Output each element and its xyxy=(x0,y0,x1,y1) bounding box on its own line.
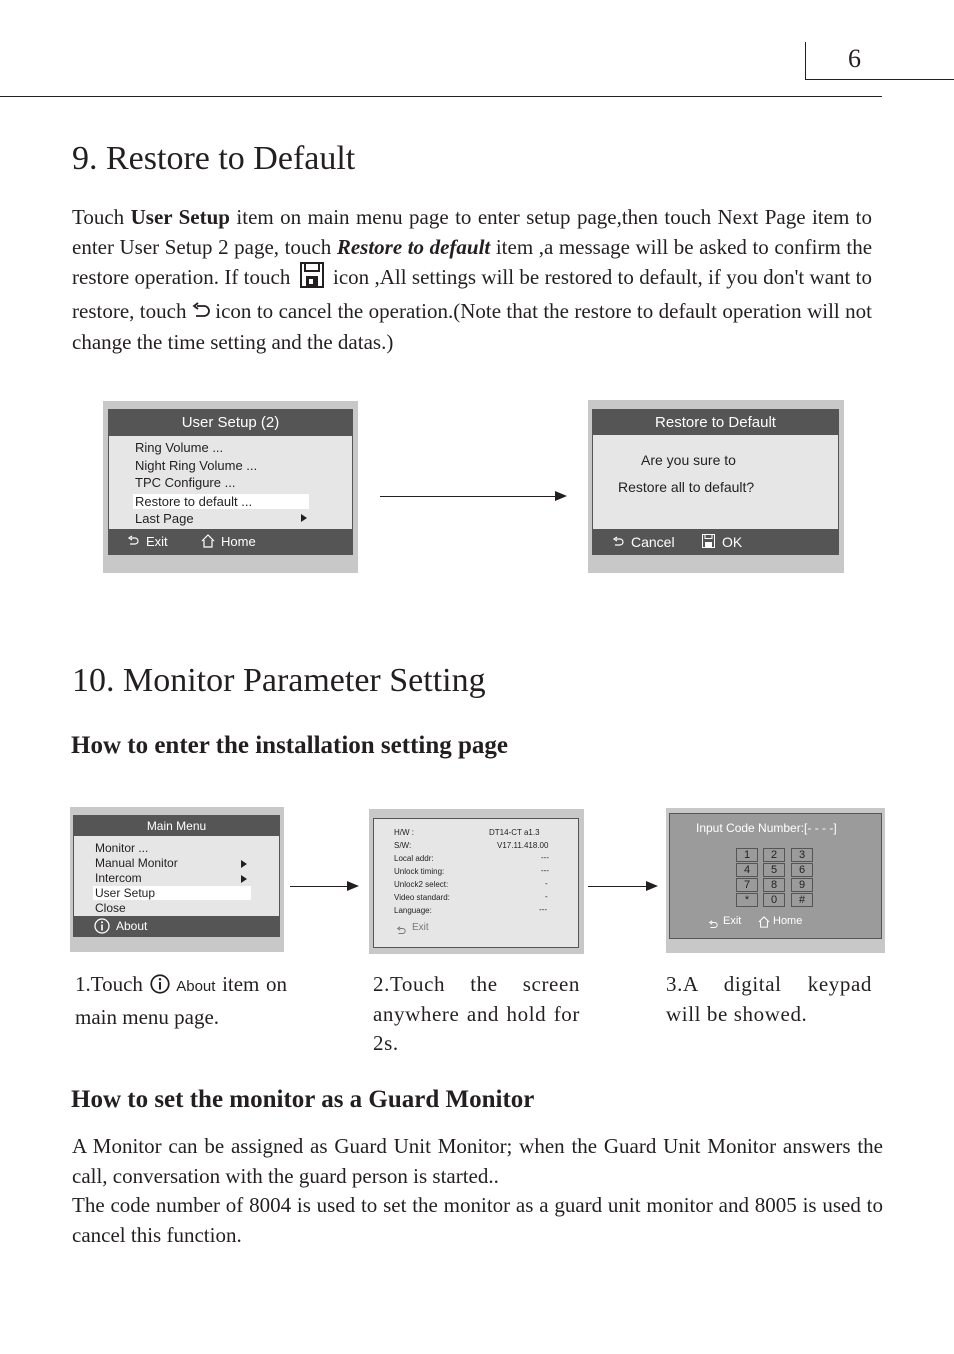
text: 1.Touch xyxy=(75,972,143,996)
info-label: Language: xyxy=(394,906,432,915)
menu-item-user-setup[interactable]: User Setup xyxy=(93,886,251,900)
exit-button[interactable]: Exit xyxy=(723,915,742,927)
keypad-screen xyxy=(666,808,885,953)
screen-title: Restore to Default xyxy=(593,410,838,435)
exit-button[interactable]: Exit xyxy=(146,534,168,549)
text: icon ,All settings will be restored to default, if you don't want to restore, touch xyxy=(72,265,873,323)
arrow-right-icon xyxy=(241,875,247,883)
info-value: --- xyxy=(541,866,549,875)
subsection-enter-installation: How to enter the installation setting page xyxy=(71,732,509,759)
key-8[interactable]: 8 xyxy=(763,878,785,892)
back-icon xyxy=(612,535,624,551)
info-value: - xyxy=(545,892,548,901)
step-3-caption: 3.A digital keypad will be showed. xyxy=(666,972,872,1026)
text: item on main menu page. xyxy=(75,972,288,1029)
arrow-line xyxy=(380,496,556,497)
key-4[interactable]: 4 xyxy=(736,863,758,877)
info-value: DT14-CT a1.3 xyxy=(489,828,540,837)
key-0[interactable]: 0 xyxy=(763,893,785,907)
key-5[interactable]: 5 xyxy=(763,863,785,877)
key-6[interactable]: 6 xyxy=(791,863,813,877)
page-number: 6 xyxy=(848,44,861,73)
arrow-head xyxy=(555,491,567,501)
section-9-paragraph xyxy=(72,203,872,358)
menu-item-last-page[interactable]: Last Page xyxy=(135,511,194,526)
arrow-head xyxy=(646,881,658,891)
bottom-bar xyxy=(593,529,838,554)
home-icon xyxy=(201,534,215,551)
screen-title: Main Menu xyxy=(74,816,279,836)
text-restore-to-default: Restore to default xyxy=(336,234,491,259)
back-icon xyxy=(192,299,210,329)
info-label: Unlock timing: xyxy=(394,867,445,876)
ok-button[interactable]: OK xyxy=(722,534,743,550)
key-3[interactable]: 3 xyxy=(791,848,813,862)
exit-button[interactable]: Exit xyxy=(412,922,429,933)
section-9-title: 9. Restore to Default xyxy=(72,140,356,177)
restore-confirm-screen xyxy=(588,400,844,573)
step-1-caption xyxy=(75,970,287,1032)
key-2[interactable]: 2 xyxy=(763,848,785,862)
home-button[interactable]: Home xyxy=(773,915,803,927)
save-icon xyxy=(702,534,715,551)
menu-item-night-ring-volume[interactable]: Night Ring Volume ... xyxy=(135,458,258,473)
back-icon xyxy=(708,917,718,935)
info-icon xyxy=(150,973,170,1003)
menu-item-restore-to-default[interactable]: Restore to default ... xyxy=(133,494,309,509)
step-2-caption: 2.Touch the screen anywhere and hold for 2s. xyxy=(373,972,580,1055)
back-icon xyxy=(127,535,139,550)
section-10-title: 10. Monitor Parameter Setting xyxy=(72,662,486,699)
text-user-setup: User Setup xyxy=(130,205,230,229)
menu-item-intercom[interactable]: Intercom xyxy=(95,871,142,885)
guard-paragraph-2: The code number of 8004 is used to set the monitor as a guard unit monitor and 8005 is used to cancel this function. xyxy=(72,1193,883,1247)
menu-item-monitor[interactable]: Monitor ... xyxy=(95,841,149,855)
key-star[interactable]: * xyxy=(736,893,758,907)
arrow-head xyxy=(347,881,359,891)
key-9[interactable]: 9 xyxy=(791,878,813,892)
home-button[interactable]: Home xyxy=(221,534,256,549)
menu-item-close[interactable]: Close xyxy=(95,901,126,915)
text-about: About xyxy=(176,978,216,995)
save-icon xyxy=(300,262,324,297)
subsection-guard-monitor: How to set the monitor as a Guard Monitor xyxy=(71,1086,535,1113)
info-label: Unlock2 select: xyxy=(394,880,449,889)
key-7[interactable]: 7 xyxy=(736,878,758,892)
key-hash[interactable]: # xyxy=(791,893,813,907)
home-icon xyxy=(758,915,770,933)
input-code-label: Input Code Number:[- - - -] xyxy=(696,821,837,835)
info-icon xyxy=(94,918,110,937)
info-value: --- xyxy=(539,905,547,914)
user-setup-screen xyxy=(103,401,358,573)
about-button[interactable]: About xyxy=(116,919,148,933)
confirm-message-line-2: Restore all to default? xyxy=(618,479,755,495)
confirm-message-line-1: Are you sure to xyxy=(641,452,736,468)
bottom-bar xyxy=(74,916,279,936)
page-number-box-line xyxy=(805,79,954,80)
text: item on main menu page to enter setup page,then touch Next Page item to enter User Setup 2 page, touch xyxy=(72,205,873,259)
arrow-line xyxy=(290,886,348,887)
info-value: V17.11.418.00 xyxy=(497,841,549,850)
text: item ,a message will be asked to confirm the restore operation. If touch xyxy=(72,234,873,290)
device-info-screen[interactable] xyxy=(369,809,584,954)
back-icon xyxy=(396,923,406,941)
info-label: S/W: xyxy=(394,841,412,850)
guard-paragraph-1: A Monitor can be assigned as Guard Unit Monitor; when the Guard Unit Monitor answers the call, conversation with the guard person is started.. xyxy=(72,1134,883,1188)
key-1[interactable]: 1 xyxy=(736,848,758,862)
arrow-right-icon xyxy=(301,514,307,522)
text: Touch xyxy=(72,205,125,229)
arrow-right-icon xyxy=(241,860,247,868)
screen-title: User Setup (2) xyxy=(109,410,352,436)
info-label: Local addr: xyxy=(394,854,434,863)
header-rule xyxy=(0,96,882,97)
info-value: --- xyxy=(541,853,549,862)
bottom-bar xyxy=(109,529,352,554)
info-label: Video standard: xyxy=(394,893,450,902)
arrow-line xyxy=(588,886,647,887)
info-label: H/W : xyxy=(394,828,414,837)
main-menu-screen xyxy=(70,807,284,952)
page-number-box-line xyxy=(805,42,806,80)
menu-item-tpc-configure[interactable]: TPC Configure ... xyxy=(135,475,236,490)
cancel-button[interactable]: Cancel xyxy=(631,534,675,550)
menu-item-ring-volume[interactable]: Ring Volume ... xyxy=(135,440,224,455)
menu-item-manual-monitor[interactable]: Manual Monitor xyxy=(95,856,178,870)
info-value: - xyxy=(545,879,548,888)
text: icon to cancel the operation.(Note that the restore to default operation will not change the time setting and the datas.) xyxy=(72,298,872,354)
